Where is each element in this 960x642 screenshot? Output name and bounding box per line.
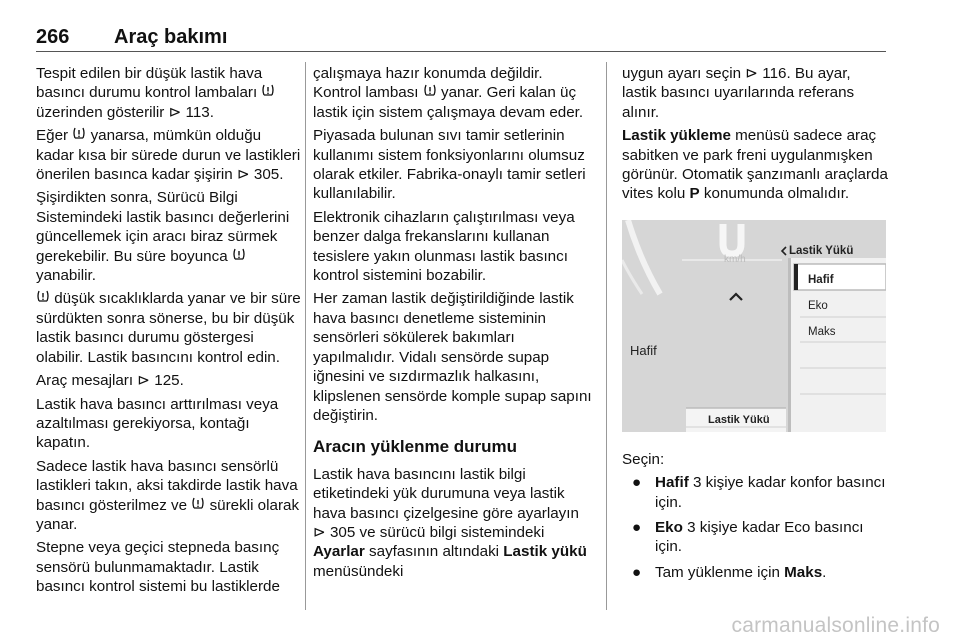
page-header — [36, 26, 886, 52]
list-item: ● Tam yüklenme için Maks. — [632, 563, 827, 581]
paragraph: Tespit edilen bir düşük lastik hava basıncı durumu kontrol lambaları üzerinden gösterilir ⊳ 113. — [36, 64, 302, 122]
list-item: ● Eko 3 kişiye kadar Eco basıncı için. — [632, 519, 864, 556]
paragraph: Stepne veya geçici stepneda basınç sensörü bulunmamaktadır. Lastik basıncı kontrol sistemi bu lastiklerde — [36, 539, 280, 596]
watermark: carmanualsonline.info — [731, 614, 940, 637]
paragraph: çalışmaya hazır konumda değildir. Kontrol lambası yanar. Geri kalan üç lastik için sistem çalışmaya devam eder. — [313, 65, 584, 121]
bottom-tab-label: Lastik Yükü — [708, 413, 770, 426]
speed-unit-label: km/h — [724, 253, 746, 265]
paragraph: Her zaman lastik değiştirildiğinde lastik hava basıncı denetleme sisteminin sensörleri sökülerek bakımları yapılmalıdır. Vidalı sensörde supap iğnesini ve sızdırmazlık halkasını, klipslenen sensörde komple supap sapını değiştirin. — [313, 290, 592, 424]
menu-option-hafif[interactable]: Hafif — [808, 273, 834, 286]
reference-arrow-icon: ⊳ — [745, 65, 759, 82]
paragraph: Piyasada bulunan sıvı tamir setlerinin kullanımı sistem fonksiyonlarını olumsuz olarak etkiler. Fabrika-onaylı tamir setleri kullanılabilir. — [313, 127, 586, 203]
column-divider — [305, 62, 306, 610]
column-1 — [36, 64, 302, 601]
paragraph: Sadece lastik hava basıncı sensörlü lastikleri takın, aksi takdirde lastik hava basıncı gösterilmez ve sürekli olarak yanar. — [36, 457, 300, 533]
column-2 — [313, 64, 593, 585]
section-heading: Aracın yüklenme durumu — [313, 437, 518, 457]
reference-arrow-icon: ⊳ — [313, 523, 326, 541]
bullet-icon: ● — [632, 563, 642, 581]
paragraph: Eğer yanarsa, mümkün olduğu kadar kısa bir sürede durun ve lastikleri önerilen basınca kadar şişirin ⊳ 305. — [36, 127, 301, 184]
paragraph: düşük sıcaklıklarda yanar ve bir süre sürdükten sonra sönerse, bu bir düşük lastik basıncı durumu göstergesi olabilir. Lastik basıncını kontrol edin. — [36, 290, 301, 366]
select-label: Seçin: — [622, 450, 665, 468]
paragraph: Araç mesajları ⊳ 125. — [36, 372, 184, 390]
tire-pressure-warning-icon — [232, 247, 246, 261]
tire-load-menu-figure — [622, 220, 886, 432]
chapter-title: Araç bakımı — [114, 26, 228, 48]
column-divider — [606, 62, 607, 610]
reference-arrow-icon: ⊳ — [236, 166, 250, 184]
list-item: ● Hafif 3 kişiye kadar konfor basıncı için. — [632, 474, 886, 511]
column-3 — [622, 64, 888, 588]
menu-option-maks[interactable]: Maks — [808, 325, 836, 338]
paragraph: uygun ayarı seçin ⊳ 116. Bu ayar, lastik basıncı uyarılarında referans alınır. — [622, 65, 855, 121]
bullet-icon: ● — [632, 474, 642, 492]
page-number: 266 — [36, 26, 70, 48]
reference-arrow-icon: ⊳ — [137, 372, 151, 390]
tire-pressure-warning-icon — [36, 289, 50, 303]
tire-pressure-warning-icon — [72, 126, 86, 140]
menu-title: Lastik Yükü — [789, 244, 854, 257]
tire-pressure-warning-icon — [261, 83, 275, 97]
paragraph: Lastik hava basıncı arttırılması veya azaltılması gerekiyorsa, kontağı kapatın. — [36, 395, 279, 452]
current-load-value: Hafif — [630, 342, 657, 358]
paragraph: Elektronik cihazların çalıştırılması veya benzer dalga frekanslarını kullanan tesislere yakın olunması lastik basıncı kontrol sistemini bozabilir. — [313, 208, 575, 285]
tire-pressure-warning-icon — [423, 83, 437, 97]
tire-pressure-warning-icon — [191, 496, 205, 510]
paragraph: Lastik yükleme menüsü sadece araç sabitken ve park freni uygulanmışken görünür. Otomatik şanzımanlı araçlarda vites kolu P konumunda olmalıdır. — [622, 127, 888, 203]
menu-option-eko[interactable]: Eko — [808, 299, 828, 312]
reference-arrow-icon: ⊳ — [168, 103, 182, 121]
paragraph: Lastik hava basıncını lastik bilgi etiketindeki yük durumuna veya lastik hava basıncı çizelgesine göre ayarlayın ⊳ 305 ve sürücü bilgi sistemindeki Ayarlar sayfasının altındaki Lastik yükü menüsündeki — [313, 465, 587, 580]
header-divider — [36, 51, 886, 52]
bullet-icon: ● — [632, 519, 642, 537]
paragraph: Şişirdikten sonra, Sürücü Bilgi Sistemindeki lastik basıncı değerlerini güncellemek için aracı biraz sürmek gerekebilir. Bu süre boyunca yanabilir. — [36, 189, 290, 285]
